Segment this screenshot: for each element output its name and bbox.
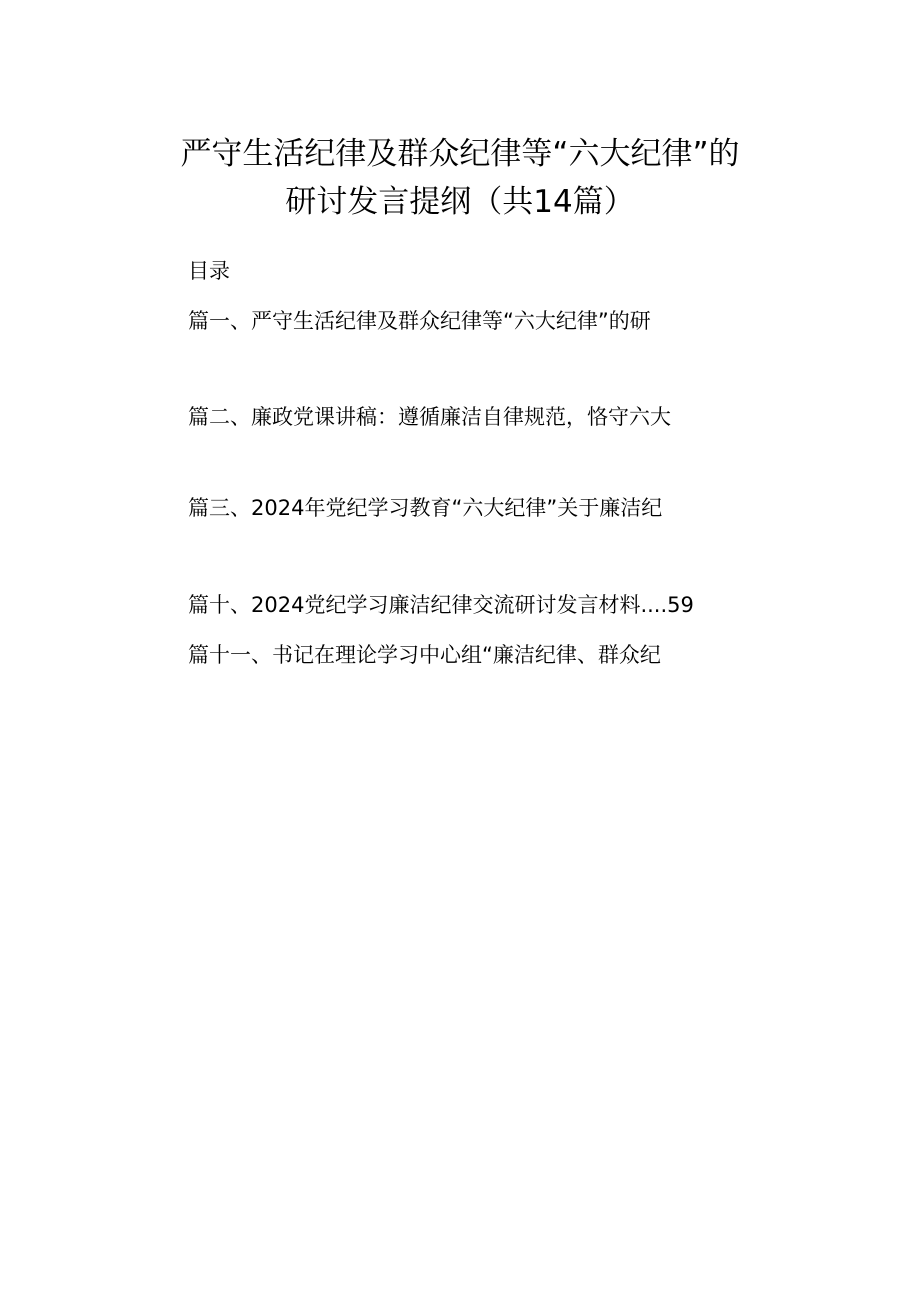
toc-item-10[interactable]: 篇十、2024党纪学习廉洁纪律交流研讨发言材料....59 — [188, 593, 694, 617]
toc-item-11[interactable]: 篇十一、书记在理论学习中心组“廉洁纪律、群众纪 — [188, 643, 661, 667]
toc-heading: 目录 — [188, 259, 230, 283]
toc-item-1[interactable]: 篇一、严守生活纪律及群众纪律等“六大纪律”的研 — [188, 309, 651, 333]
toc-item-2[interactable]: 篇二、廉政党课讲稿：遵循廉洁自律规范，恪守六大 — [188, 405, 671, 429]
document-title-line-2: 研讨发言提纲（共14篇） — [285, 184, 635, 220]
document-title-line-1: 严守生活纪律及群众纪律等“六大纪律”的 — [180, 136, 740, 172]
toc-item-3[interactable]: 篇三、2024年党纪学习教育“六大纪律”关于廉洁纪 — [188, 496, 663, 520]
